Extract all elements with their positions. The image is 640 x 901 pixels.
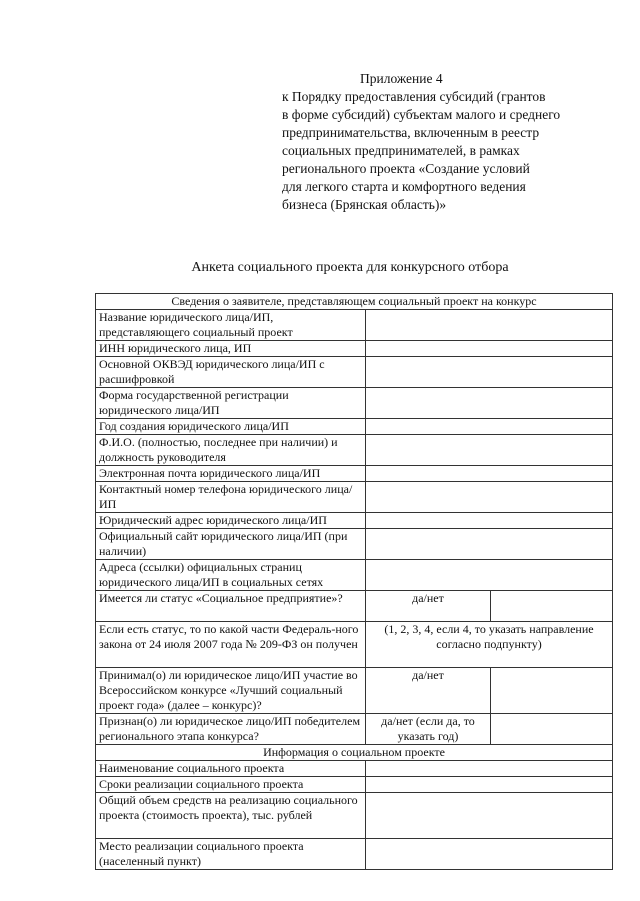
row-label: Ф.И.О. (полностью, последнее при наличии) и должность руководителя <box>96 435 366 466</box>
row-label: Место реализации социального проекта (населенный пункт) <box>96 839 366 870</box>
appendix-line: социальных предпринимателей, в рамках <box>282 143 520 158</box>
row-label: Контактный номер телефона юридического лица/ИП <box>96 482 366 513</box>
answer-cell[interactable] <box>491 714 613 745</box>
answer-cell[interactable] <box>366 482 613 513</box>
answer-hint: да/нет <box>366 668 491 714</box>
row-label: Название юридического лица/ИП, представляющего социальный проект <box>96 310 366 341</box>
row-label: Наименование социального проекта <box>96 761 366 777</box>
table-row <box>96 793 613 839</box>
answer-cell[interactable] <box>366 388 613 419</box>
row-label: Электронная почта юридического лица/ИП <box>96 466 366 482</box>
row-label: Имеется ли статус «Социальное предприятие»? <box>96 591 366 622</box>
table-row <box>96 388 613 419</box>
table-row <box>96 435 613 466</box>
answer-cell[interactable] <box>366 761 613 777</box>
row-label: Принимал(о) ли юридическое лицо/ИП участие во Всероссийском конкурсе «Лучший социальный проект года» (далее – конкурс)? <box>96 668 366 714</box>
table-row <box>96 560 613 591</box>
row-label: Если есть статус, то по какой части Федераль-ного закона от 24 июля 2007 года № 209-ФЗ он получен <box>96 622 366 668</box>
row-label: Адреса (ссылки) официальных страниц юридического лица/ИП в социальных сетях <box>96 560 366 591</box>
row-label: Юридический адрес юридического лица/ИП <box>96 513 366 529</box>
questionnaire-table <box>95 293 613 870</box>
table-row <box>96 761 613 777</box>
row-label: Сроки реализации социального проекта <box>96 777 366 793</box>
answer-hint: да/нет (если да, то указать год) <box>366 714 491 745</box>
answer-cell[interactable] <box>491 591 613 622</box>
table-row <box>96 591 613 622</box>
answer-cell[interactable] <box>366 793 613 839</box>
table-row <box>96 419 613 435</box>
table-row <box>96 466 613 482</box>
table-row <box>96 482 613 513</box>
answer-hint: да/нет <box>366 591 491 622</box>
answer-hint: (1, 2, 3, 4, если 4, то указать направление согласно подпункту) <box>366 622 613 668</box>
row-label: Признан(о) ли юридическое лицо/ИП победителем регионального этапа конкурса? <box>96 714 366 745</box>
section-header-applicant: Сведения о заявителе, представляющем социальный проект на конкурс <box>96 294 613 310</box>
appendix-title: Приложение 4 <box>360 71 443 86</box>
answer-cell[interactable] <box>366 466 613 482</box>
table-row <box>96 668 613 714</box>
appendix-line: предпринимательства, включенным в реестр <box>282 125 540 140</box>
appendix-heading <box>282 70 612 214</box>
row-label: Официальный сайт юридического лица/ИП (при наличии) <box>96 529 366 560</box>
appendix-line: к Порядку предоставления субсидий (грантов <box>282 89 546 104</box>
answer-cell[interactable] <box>366 839 613 870</box>
row-label: Основной ОКВЭД юридического лица/ИП с расшифровкой <box>96 357 366 388</box>
table-row <box>96 839 613 870</box>
appendix-line: в форме субсидий) субъектам малого и среднего <box>282 107 561 122</box>
appendix-line: регионального проекта «Создание условий <box>282 161 530 176</box>
row-label: Форма государственной регистрации юридического лица/ИП <box>96 388 366 419</box>
table-row <box>96 714 613 745</box>
section-header-project: Информация о социальном проекте <box>96 745 613 761</box>
table-row <box>96 529 613 560</box>
answer-cell[interactable] <box>366 419 613 435</box>
table-row <box>96 310 613 341</box>
table-row <box>96 341 613 357</box>
row-label: ИНН юридического лица, ИП <box>96 341 366 357</box>
appendix-line: для легкого старта и комфортного ведения <box>282 179 526 194</box>
answer-cell[interactable] <box>366 777 613 793</box>
answer-cell[interactable] <box>366 357 613 388</box>
row-label: Общий объем средств на реализацию социального проекта (стоимость проекта), тыс. рублей <box>96 793 366 839</box>
table-row <box>96 622 613 668</box>
appendix-line: бизнеса (Брянская область)» <box>282 197 447 212</box>
answer-cell[interactable] <box>366 435 613 466</box>
form-title: Анкета социального проекта для конкурсного отбора <box>191 260 509 275</box>
table-row <box>96 513 613 529</box>
answer-cell[interactable] <box>366 513 613 529</box>
answer-cell[interactable] <box>491 668 613 714</box>
answer-cell[interactable] <box>366 310 613 341</box>
answer-cell[interactable] <box>366 341 613 357</box>
table-row <box>96 777 613 793</box>
table-row <box>96 357 613 388</box>
answer-cell[interactable] <box>366 560 613 591</box>
row-label: Год создания юридического лица/ИП <box>96 419 366 435</box>
answer-cell[interactable] <box>366 529 613 560</box>
